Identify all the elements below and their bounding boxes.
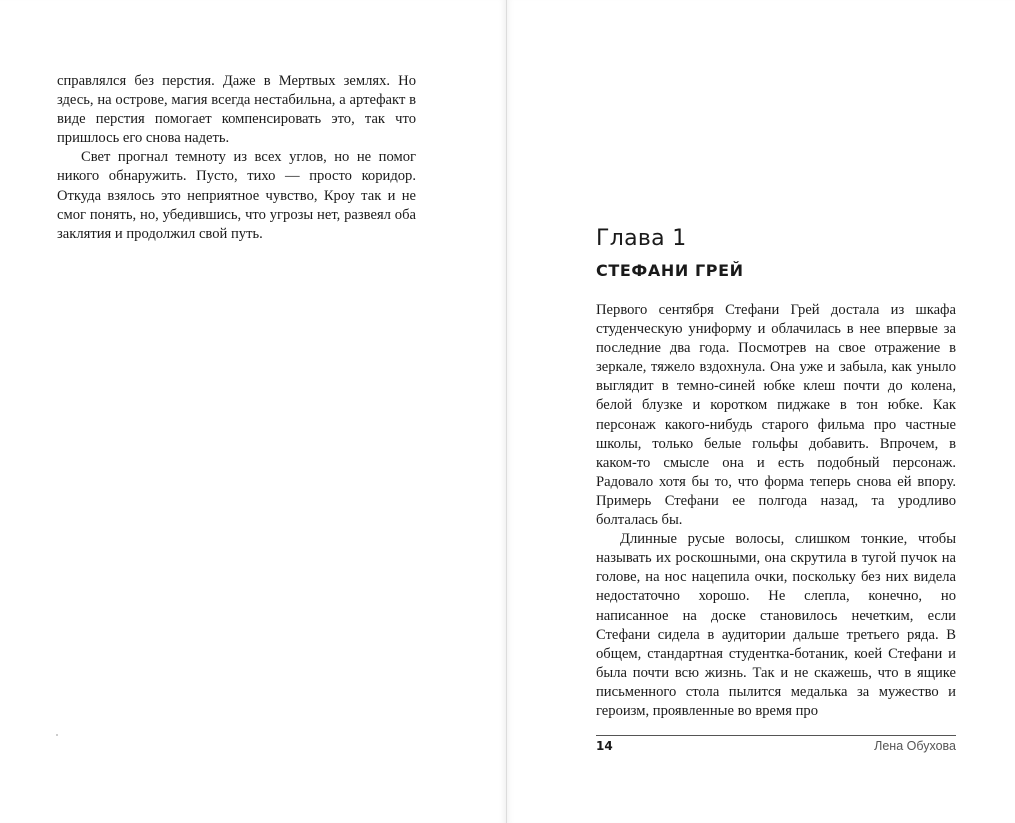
footer-rule	[596, 735, 956, 736]
chapter-subtitle: СТЕФАНИ ГРЕЙ	[596, 261, 744, 280]
page-number: 14	[596, 739, 613, 753]
right-paragraph-2: Длинные русые волосы, слишком тонкие, чтобы называть их роскошными, она скрутила в тугой пучок на голове, на нос нацепила очки, поскольку без них видела недостаточно хорошо. Не слепла, конечно, но написанное на доске становилось нечетким, если Стефани сидела в аудитории дальше третьего ряда. В общем, стандартная студентка-ботаник, коей Стефани и была почти всю жизнь. Так и не скажешь, что в ящике письменного стола пылится медалька за мужество и героизм, проявленные во время про	[596, 531, 956, 719]
running-author: Лена Обухова	[874, 739, 956, 753]
left-paragraph-1: справлялся без перстия. Даже в Мертвых землях. Но здесь, на острове, магия всегда нестабильна, а артефакт в виде перстия помогает компенсировать это, так что пришлось его снова надеть.	[57, 73, 416, 147]
chapter-title: Глава 1	[596, 226, 687, 251]
right-page-text	[596, 301, 956, 721]
scan-speck	[56, 734, 58, 736]
right-paragraph-1: Первого сентября Стефани Грей достала из шкафа студенческую униформу и облачилась в нее впервые за последние два года. Посмотрев на свое отражение в зеркале, тяжело вздохнула. Она уже и забыла, как уныло выглядит в темно-синей юбке клеш почти до колена, белой блузке и коротком пиджаке в тон юбке. Как персонаж какого-нибудь старого фильма про частные школы, только белые гольфы добавить. Впрочем, в каком-то смысле она и есть подобный персонаж. Радовало хотя бы то, что форма теперь снова ей впору. Примерь Стефани ее полгода назад, та уродливо болталась бы.	[596, 302, 956, 529]
left-page-text	[57, 72, 416, 244]
left-paragraph-2: Свет прогнал темноту из всех углов, но не помог никого обнаружить. Пусто, тихо — просто коридор. Откуда взялось это неприятное чувство, Кроу так и не смог понять, но, убедившись, что угрозы нет, развеял оба заклятия и продолжил свой путь.	[57, 149, 416, 242]
